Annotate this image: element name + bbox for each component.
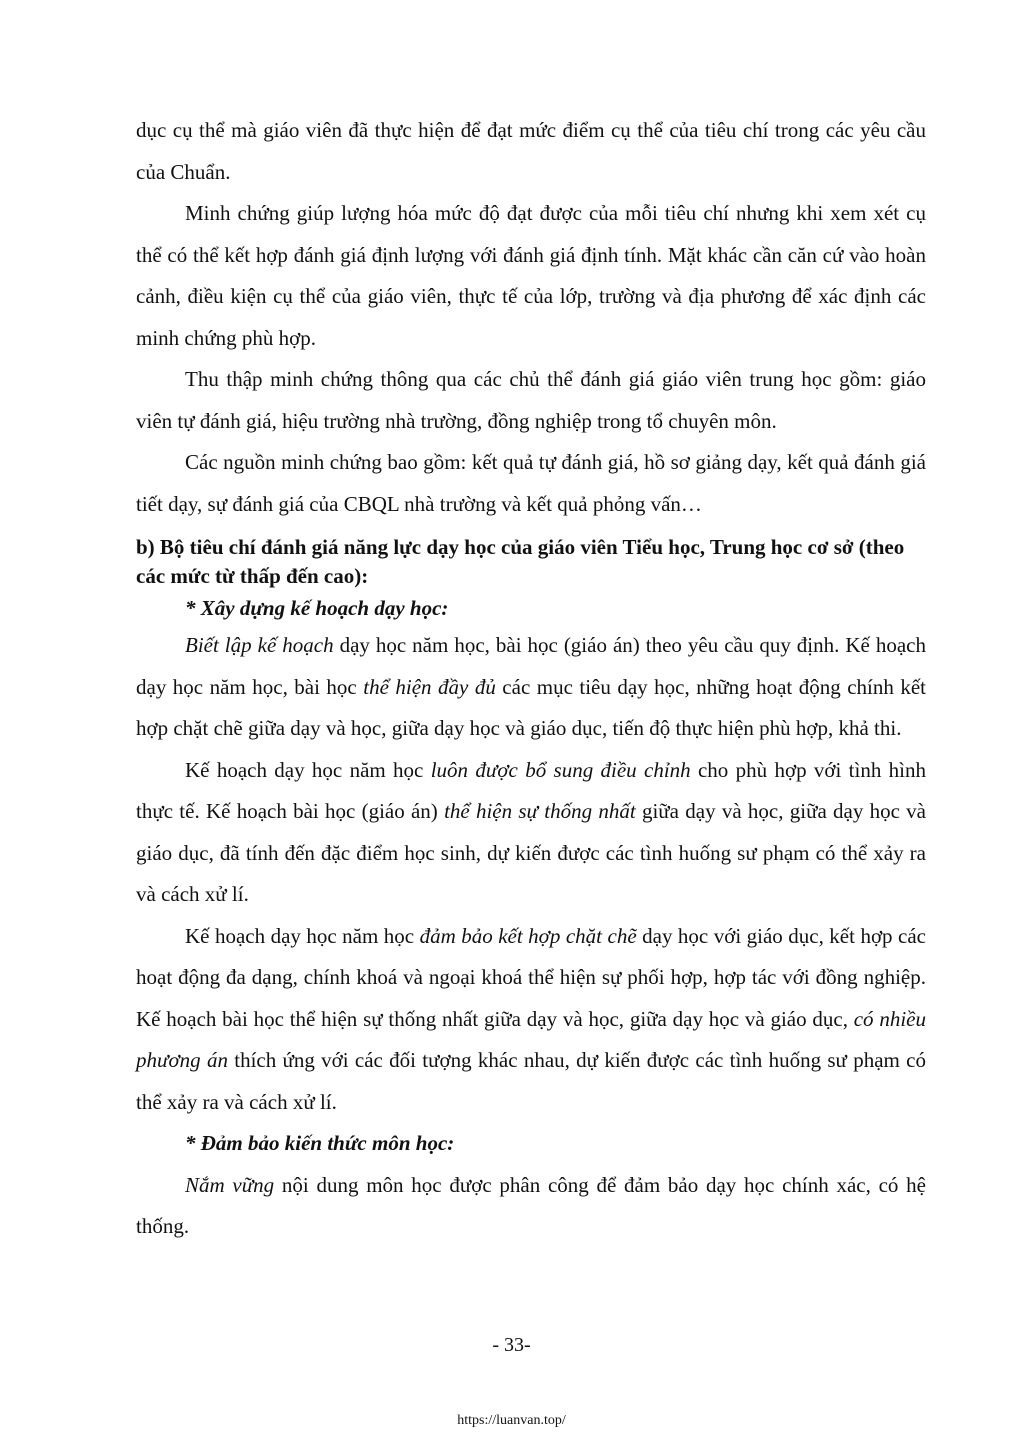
body-text: nội dung môn học được phân công để đảm bảo dạy học chính xác, có hệ thống. xyxy=(136,1172,926,1238)
emphasis-text: luôn được bổ sung điều chỉnh xyxy=(430,757,691,782)
emphasis-text: Biết lập kế hoạch xyxy=(185,633,334,657)
subheading-teaching-plan: * Xây dựng kế hoạch dạy học: xyxy=(185,596,449,620)
subheading-subject-knowledge: * Đảm bảo kiến thức môn học: xyxy=(185,1131,455,1155)
emphasis-text: Nắm vững xyxy=(185,1172,275,1197)
paragraph-evidence-collection: Thu thập minh chứng thông qua các chủ thể đánh giá giáo viên trung học gồm: giáo viên tự đánh giá, hiệu trường nhà trường, đồng nghiệp trong tổ chuyên môn. xyxy=(136,367,926,433)
emphasis-text: đảm bảo kết hợp chặt chẽ xyxy=(419,923,637,948)
emphasis-text: có nhiều phương án xyxy=(136,1006,926,1072)
body-text: cho phù hợp với tình hình thực tế. Kế hoạch bài học (giáo án) xyxy=(136,757,926,823)
body-text: dạy học năm học, bài học (giáo án) theo yêu cầu quy định. Kế hoạch dạy học năm học, bài học xyxy=(136,633,926,699)
body-text: thích ứng với các đối tượng khác nhau, dự kiến được các tình huống sư phạm có thể xảy ra và cách xử lí. xyxy=(136,1048,926,1114)
page-number: - 33- xyxy=(492,1334,531,1356)
paragraph-continuation: dục cụ thể mà giáo viên đã thực hiện để đạt mức điểm cụ thể của tiêu chí trong các yêu cầu của Chuẩn. xyxy=(136,118,926,184)
paragraph-evidence-sources: Các nguồn minh chứng bao gồm: kết quả tự đánh giá, hồ sơ giảng dạy, kết quả đánh giá tiết dạy, sự đánh giá của CBQL nhà trường và kết quả phỏng vấn… xyxy=(136,450,926,516)
paragraph-plan-level-2 xyxy=(136,750,926,916)
body-text: dạy học với giáo dục, kết hợp các hoạt động đa dạng, chính khoá và ngoại khoá thể hiện sự phối hợp, hợp tác với đồng nghiệp. Kế hoạch bài học thể hiện sự thống nhất giữa dạy và học, giữa dạy học và giáo dục, xyxy=(136,923,926,1031)
emphasis-text: thể hiện đầy đủ xyxy=(363,674,496,699)
body-text: Kế hoạch dạy học năm học xyxy=(185,923,420,948)
footer-url[interactable]: https://luanvan.top/ xyxy=(457,1413,566,1428)
section-heading-b: b) Bộ tiêu chí đánh giá năng lực dạy học của giáo viên Tiểu học, Trung học cơ sở (theo các mức từ thấp đến cao): xyxy=(136,535,905,588)
paragraph-plan-level-1 xyxy=(136,625,926,750)
body-text: giữa dạy và học, giữa dạy học và giáo dục, đã tính đến đặc điểm học sinh, dự kiến được các tình huống sư phạm có thể xảy ra và cách xử lí. xyxy=(136,799,927,906)
body-text: các mục tiêu dạy học, những hoạt động chính kết hợp chặt chẽ giữa dạy và học, giữa dạy học và giáo dục, tiến độ thực hiện phù hợp, khả thi. xyxy=(136,674,926,740)
paragraph-plan-level-3 xyxy=(136,916,926,1124)
emphasis-text: thể hiện sự thống nhất xyxy=(444,799,636,823)
paragraph-knowledge-level-1 xyxy=(136,1165,926,1248)
paragraph-evidence-quantify: Minh chứng giúp lượng hóa mức độ đạt được của mỗi tiêu chí nhưng khi xem xét cụ thể có thể kết hợp đánh giá định lượng với đánh giá định tính. Mặt khác cần căn cứ vào hoàn cảnh, điều kiện cụ thể của giáo viên, thực tế của lớp, trường và địa phương để xác định các minh chứng phù hợp. xyxy=(136,201,926,350)
body-text: Kế hoạch dạy học năm học xyxy=(185,757,431,782)
document-page xyxy=(136,110,926,1248)
